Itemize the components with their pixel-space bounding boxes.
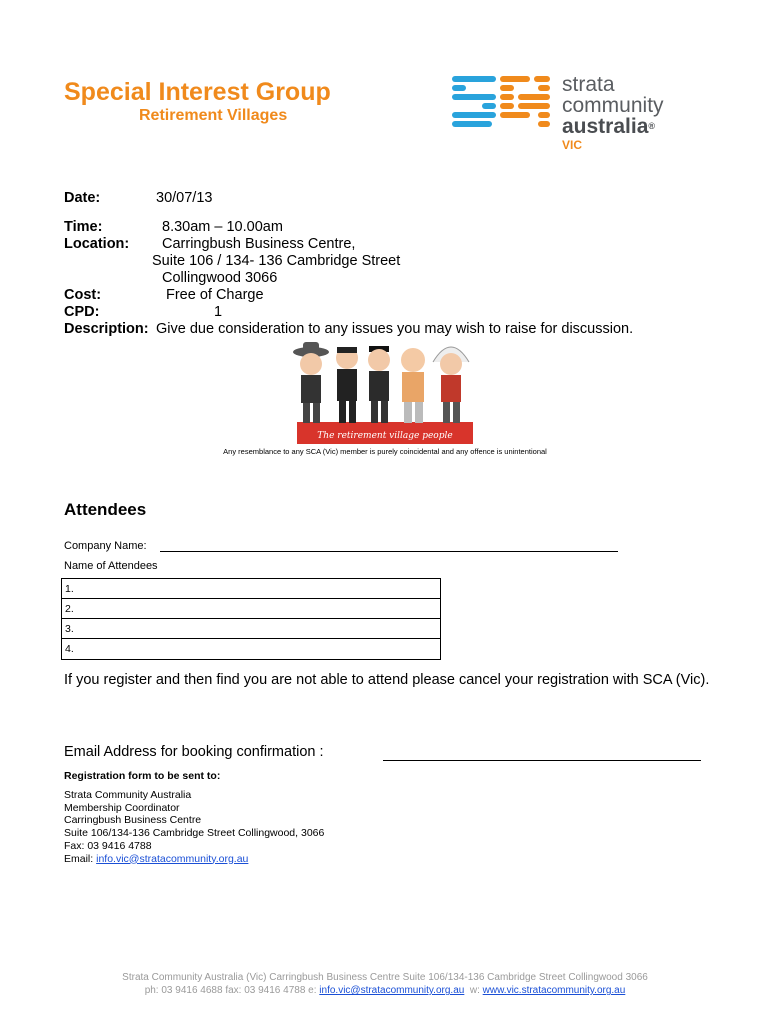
- illustration-caption: Any resemblance to any SCA (Vic) member is purely coincidental and any offence is unintentional: [223, 447, 547, 456]
- registration-email-link[interactable]: info.vic@stratacommunity.org.au: [96, 852, 249, 865]
- sca-logo-mark-icon: [452, 70, 560, 132]
- cancellation-notice: If you register and then find you are not able to attend please cancel your registration with SCA (Vic).: [64, 672, 710, 688]
- attendee-row[interactable]: 1.: [62, 579, 440, 599]
- sca-logo: [452, 70, 692, 154]
- cartoon-figures-icon: [285, 338, 481, 446]
- retirement-village-people-illustration: [285, 338, 481, 446]
- attendee-row[interactable]: 3.: [62, 619, 440, 639]
- logo-registered-mark: ®: [648, 121, 656, 131]
- illustration-banner-text: The retirement village people: [317, 431, 453, 441]
- attendees-names-label: Name of Attendees: [64, 560, 158, 572]
- email-confirmation-field[interactable]: [383, 760, 701, 761]
- location-line1: Carringbush Business Centre,: [162, 236, 356, 252]
- page-title: Special Interest Group: [64, 78, 331, 106]
- time-value: 8.30am – 10.00am: [162, 219, 283, 235]
- footer-phone-fax: ph: 03 9416 4688 fax: 03 9416 4788 e:: [144, 985, 317, 996]
- email-confirmation-label: Email Address for booking confirmation :: [64, 744, 324, 760]
- description-label: Description:: [64, 321, 149, 337]
- logo-line2: community: [562, 94, 664, 117]
- address-email-prefix: Email:: [64, 852, 94, 865]
- company-name-field[interactable]: [160, 551, 618, 552]
- description-value: Give due consideration to any issues you may wish to raise for discussion.: [156, 321, 634, 337]
- registration-heading: Registration form to be sent to:: [64, 770, 221, 782]
- footer-website-link[interactable]: www.vic.stratacommunity.org.au: [482, 985, 626, 996]
- cost-value: Free of Charge: [166, 287, 264, 303]
- date-label: Date:: [64, 190, 101, 206]
- attendees-table: [61, 578, 441, 660]
- cpd-label: CPD:: [64, 304, 100, 320]
- cpd-value: 1: [214, 304, 223, 320]
- attendee-row[interactable]: 2.: [62, 599, 440, 619]
- logo-region: VIC: [562, 138, 583, 152]
- logo-line3: australia: [562, 115, 649, 138]
- address-line3: Carringbush Business Centre: [64, 814, 202, 827]
- time-label: Time:: [64, 219, 103, 235]
- footer-email-link[interactable]: info.vic@stratacommunity.org.au: [319, 985, 465, 996]
- cost-label: Cost:: [64, 287, 102, 303]
- page-footer: [0, 971, 770, 997]
- address-line5: Fax: 03 9416 4788: [64, 839, 152, 852]
- footer-address: Strata Community Australia (Vic) Carringbush Business Centre Suite 106/134-136 Cambridge Street Collingwood 3066: [122, 972, 648, 983]
- logo-line1: strata: [562, 73, 615, 96]
- attendees-heading: Attendees: [64, 500, 147, 519]
- location-line3: Collingwood 3066: [162, 270, 278, 286]
- location-line2: Suite 106 / 134- 136 Cambridge Street: [152, 253, 401, 269]
- address-line4: Suite 106/134-136 Cambridge Street Collingwood, 3066: [64, 827, 325, 840]
- page-subtitle: Retirement Villages: [139, 107, 288, 124]
- date-value: 30/07/13: [156, 190, 213, 206]
- location-label: Location:: [64, 236, 130, 252]
- registration-address: [64, 789, 324, 865]
- footer-web-prefix: w:: [469, 985, 480, 996]
- address-line1: Strata Community Australia: [64, 789, 192, 801]
- company-name-label: Company Name:: [64, 540, 147, 552]
- address-line2: Membership Coordinator: [64, 801, 180, 814]
- attendee-row[interactable]: 4.: [65, 643, 74, 655]
